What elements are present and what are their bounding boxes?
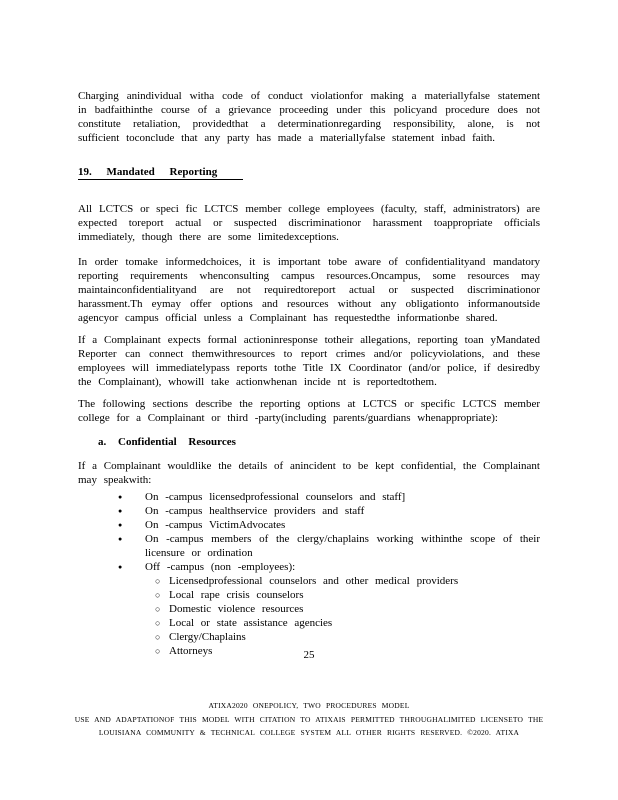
bullet-icon: ● — [118, 493, 123, 501]
hollow-bullet-icon: ○ — [155, 604, 161, 614]
page-number: 25 — [303, 649, 315, 661]
subsection-heading-confidential-resources: a. Confidential Resources — [98, 436, 236, 448]
footer-line-2: USE AND ADAPTATIONOF THIS MODEL WITH CITATION TO ATIXAIS PERMITTED THROUGHALIMITED LICENSETO THE — [74, 714, 544, 724]
footer-line-1: ATIXA2020 ONEPOLICY, TWO PROCEDURES MODEL — [208, 701, 410, 710]
bullet-icon: ● — [118, 535, 123, 543]
hollow-bullet-icon: ○ — [155, 646, 161, 656]
sub-list-item-text: Local or state assistance agencies — [169, 617, 333, 629]
list-item — [78, 532, 540, 560]
page-footer — [0, 699, 618, 740]
hollow-bullet-icon: ○ — [155, 618, 161, 628]
sub-list-item-text: Local rape crisis counselors — [169, 589, 304, 601]
list-item-text: On -campus healthservice providers and staff — [145, 505, 365, 517]
list-item-text: On -campus licensedprofessional counselors and staff] — [145, 491, 406, 503]
section-heading-text: 19. Mandated Reporting — [78, 165, 243, 180]
paragraph-employees-expected: All LCTCS or speci fic LCTCS member college employees (faculty, staff, administrators) are expected toreport actual or suspected discriminationor harassment toappropriate officials immediately, though there are some limitedexceptions. — [78, 203, 540, 243]
paragraph-informed-choices: In order tomake informedchoices, it is important tobe aware of confidentialityand mandatory reporting requirements whenconsulting campus resources.Oncampus, some resources may maintainconfidentialityand are not requiredtoreport actual or suspected discriminationor harassment.Th eymay offer options and resources without any obligationto informanoutside agencyor campus official unless a Complainant has requestedthe informationbe shared. — [78, 256, 540, 324]
sub-list-item — [78, 616, 540, 630]
hollow-bullet-icon: ○ — [155, 632, 161, 642]
bullet-icon: ● — [118, 563, 123, 571]
section-heading-mandated-reporting — [78, 165, 540, 180]
list-item — [78, 560, 540, 574]
footer-line-3: LOUISIANA COMMUNITY & TECHNICAL COLLEGE SYSTEM ALL OTHER RIGHTS RESERVED. ©2020. ATIXA — [98, 728, 520, 737]
sub-list-item-text: Clergy/Chaplains — [169, 631, 246, 643]
list-item-text: On -campus VictimAdvocates — [145, 519, 286, 531]
bullet-icon: ● — [118, 507, 123, 515]
sub-list-item — [78, 588, 540, 602]
sub-list-item-text: Domestic violence resources — [169, 603, 304, 615]
sub-list-item — [78, 574, 540, 588]
hollow-bullet-icon: ○ — [155, 590, 161, 600]
paragraph-reporting-options: The following sections describe the reporting options at LCTCS or specific LCTCS member college for a Complainant or third -party(including parents/guardians whenappropriate): — [78, 398, 540, 424]
paragraph-confidential-lead: If a Complainant wouldlike the details of anincident to be kept confidential, the Complainant may speakwith: — [78, 460, 540, 486]
list-item — [78, 490, 540, 504]
list-item — [78, 504, 540, 518]
sub-list-item-text: Attorneys — [169, 645, 213, 657]
sub-list-item — [78, 630, 540, 644]
sub-list-item — [78, 602, 540, 616]
bullet-list-confidential-resources — [78, 490, 540, 658]
sub-list-item-text: Licensedprofessional counselors and other medical providers — [169, 575, 459, 587]
paragraph-retaliation: Charging anindividual witha code of conduct violationfor making a materiallyfalse statement in badfaithinthe course of a grievance proceeding under this policyand procedure does not constitute retaliation, providedthat a determinationregarding responsibility, alone, is not sufficient toconclude that any party has made a materiallyfalse statement inbad faith. — [78, 90, 540, 144]
paragraph-formal-action: If a Complainant expects formal actioninresponse totheir allegations, reporting toan yMandated Reporter can connect themwithresources to report crimes and/or policyviolations, and these employees will immediatelypass reports tothe Title IX Coordinator (and/or police, if desiredby the Complainant), whowill take actionwhenan incide nt is reportedtothem. — [78, 334, 540, 388]
bullet-icon: ● — [118, 521, 123, 529]
list-item — [78, 518, 540, 532]
hollow-bullet-icon: ○ — [155, 576, 161, 586]
list-item-text: On -campus members of the clergy/chaplains working withinthe scope of their licensure or ordination — [145, 533, 540, 559]
list-item-text: Off -campus (non -employees): — [145, 561, 296, 573]
